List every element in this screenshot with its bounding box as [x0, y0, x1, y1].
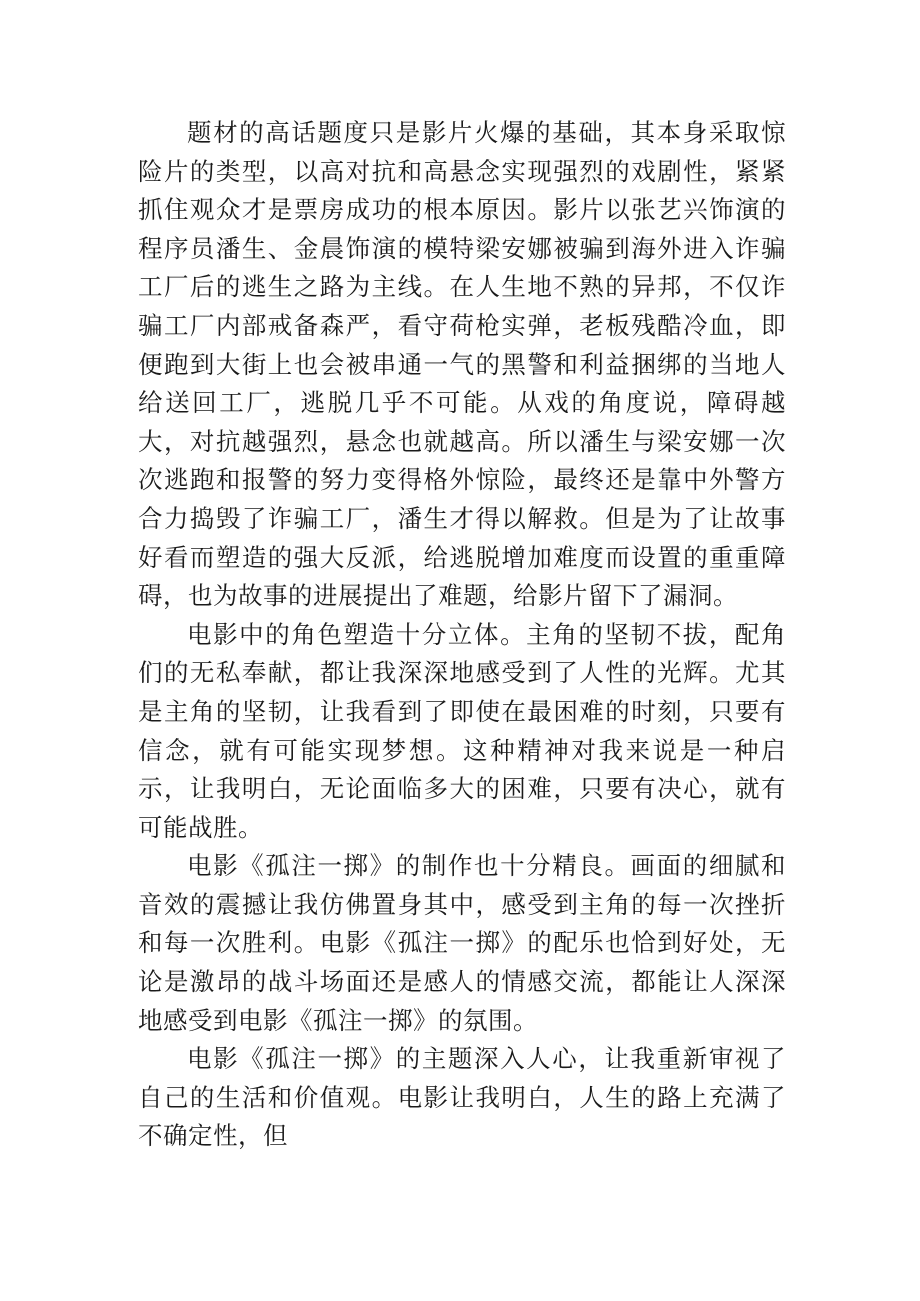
- paragraph-1: 题材的高话题度只是影片火爆的基础，其本身采取惊险片的类型，以高对抗和高悬念实现强烈的戏剧性，紧紧抓住观众才是票房成功的根本原因。影片以张艺兴饰演的程序员潘生、金晨饰演的模特梁安娜被骗到海外进入诈骗工厂后的逃生之路为主线。在人生地不熟的异邦，不仅诈骗工厂内部戒备森严，看守荷枪实弹，老板残酷冷血，即便跑到大街上也会被串通一气的黑警和利益捆绑的当地人给送回工厂，逃脱几乎不可能。从戏的角度说，障碍越大，对抗越强烈，悬念也就越高。所以潘生与梁安娜一次次逃跑和报警的努力变得格外惊险，最终还是靠中外警方合力捣毁了诈骗工厂，潘生才得以解救。但是为了让故事好看而塑造的强大反派，给逃脱增加难度而设置的重重障碍，也为故事的进展提出了难题，给影片留下了漏洞。: [138, 118, 786, 611]
- paragraph-2: 电影中的角色塑造十分立体。主角的坚韧不拔，配角们的无私奉献，都让我深深地感受到了人性的光辉。尤其是主角的坚韧，让我看到了即使在最困难的时刻，只要有信念，就有可能实现梦想。这种精神对我来说是一种启示，让我明白，无论面临多大的困难，只要有决心，就有可能战胜。: [138, 619, 786, 842]
- paragraph-3: 电影《孤注一掷》的制作也十分精良。画面的细腻和音效的震撼让我仿佛置身其中，感受到主角的每一次挫折和每一次胜利。电影《孤注一掷》的配乐也恰到好处，无论是激昂的战斗场面还是感人的情感交流，都能让人深深地感受到电影《孤注一掷》的氛围。: [138, 851, 786, 1035]
- document-body: [138, 114, 786, 1156]
- paragraph-4: 电影《孤注一掷》的主题深入人心，让我重新审视了自己的生活和价值观。电影让我明白，人生的路上充满了不确定性，但: [138, 1044, 786, 1151]
